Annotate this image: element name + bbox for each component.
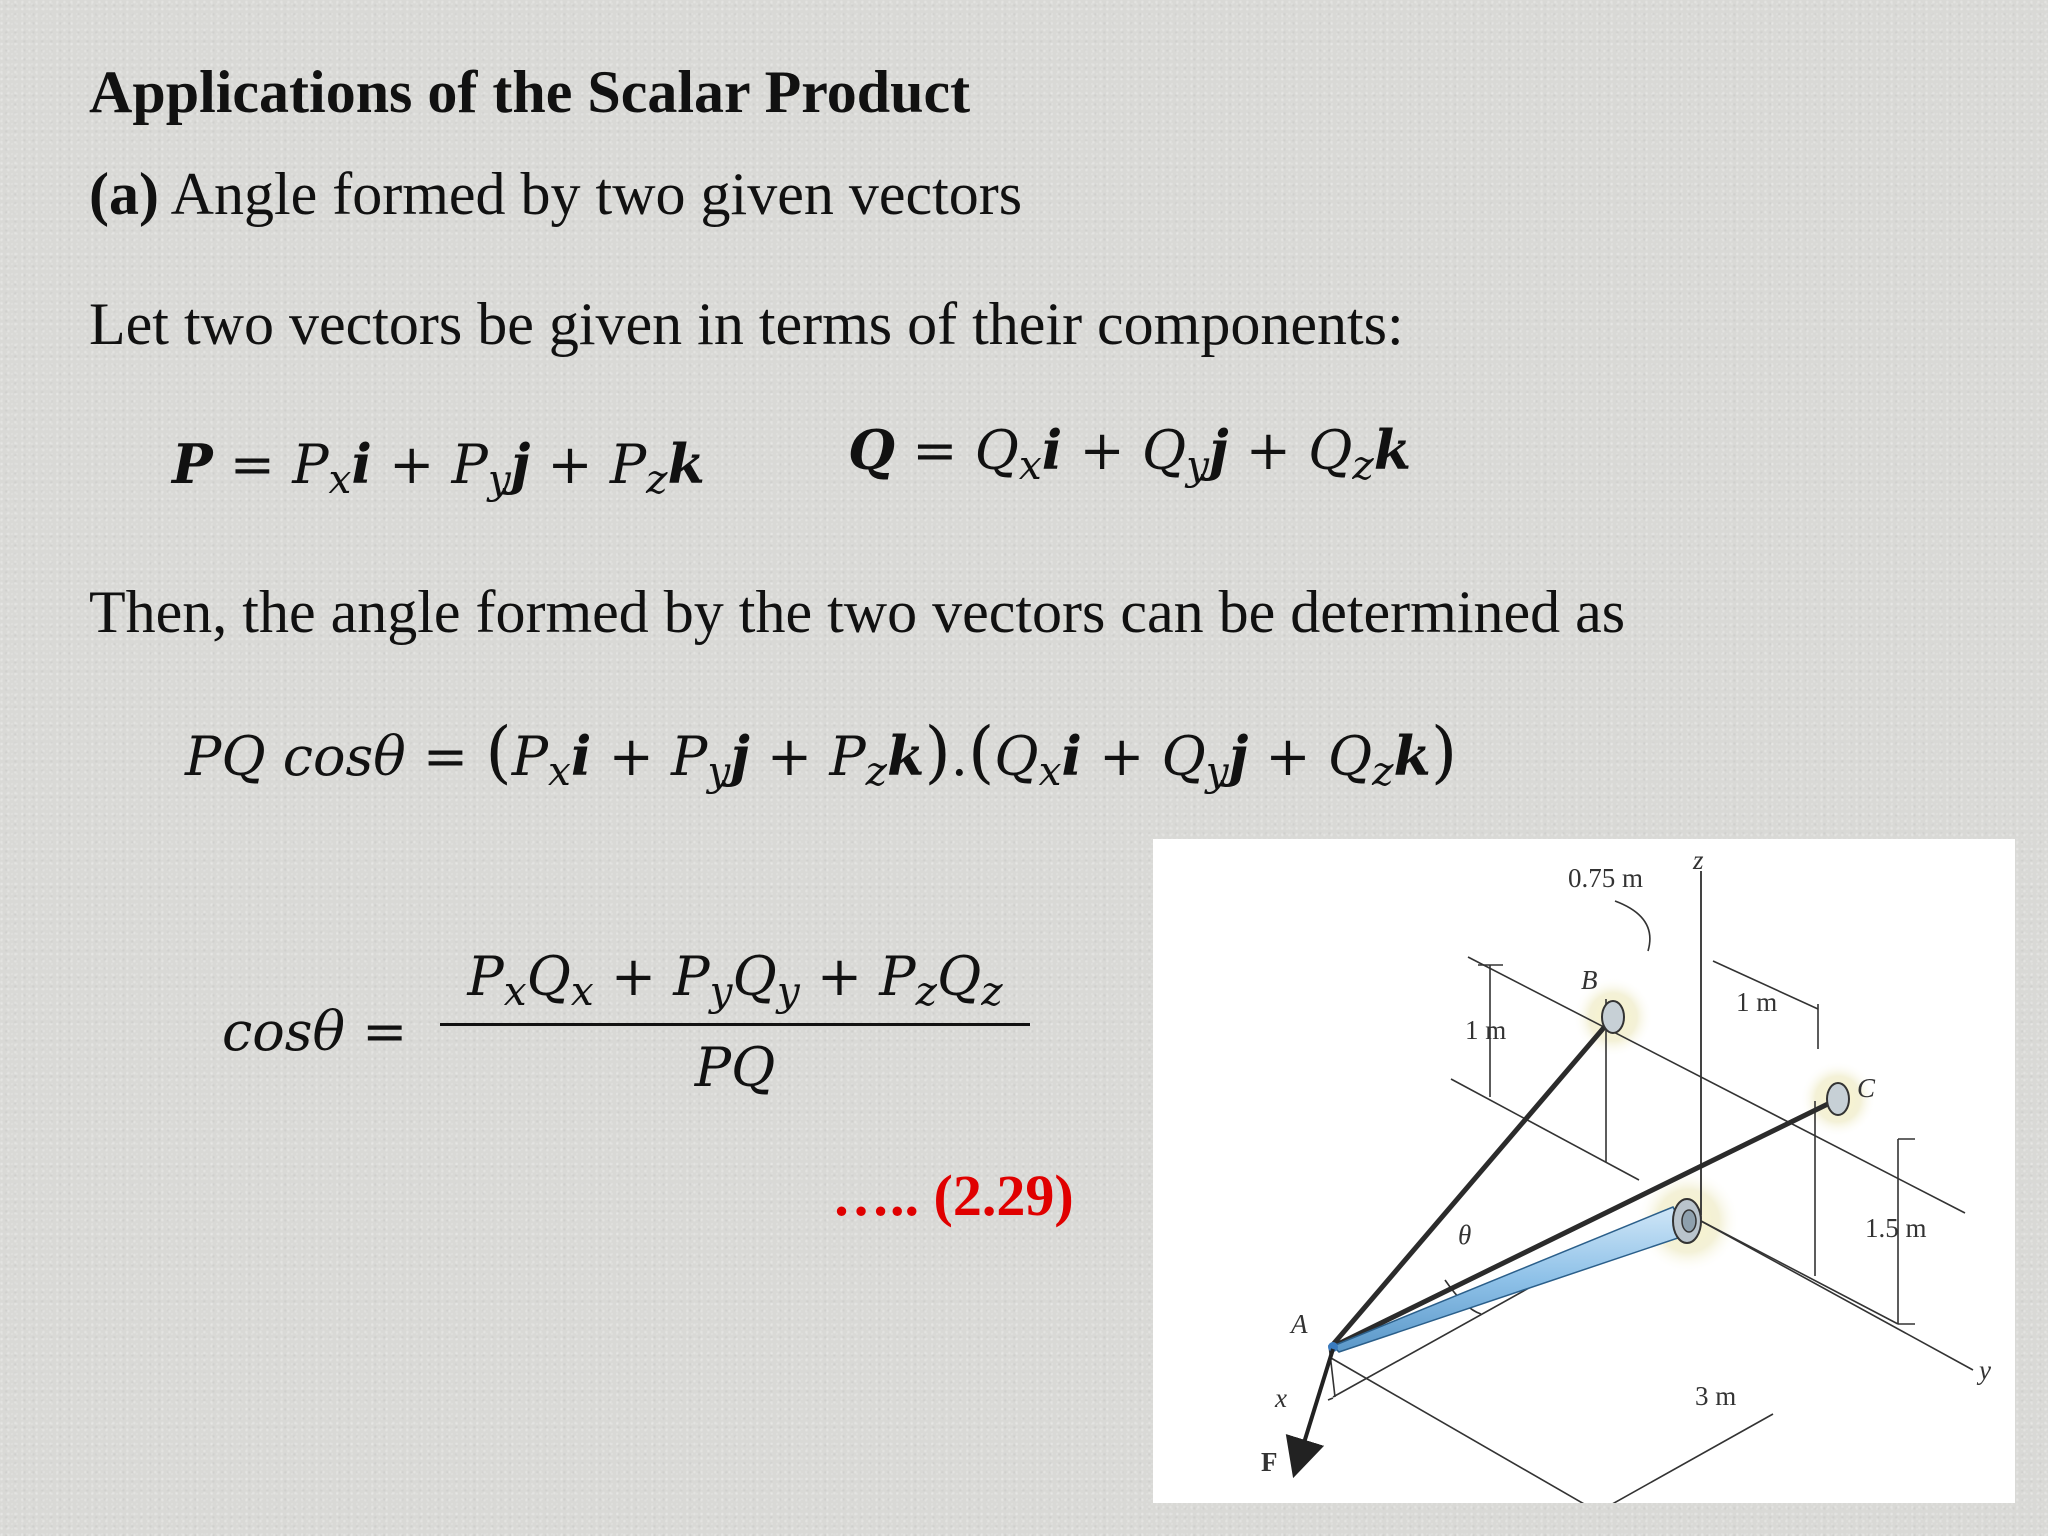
cable-ac — [1330, 1099, 1838, 1348]
equation-cos-fraction — [440, 945, 1030, 1099]
label-y-axis: y — [1979, 1355, 1991, 1385]
label-x-axis: x — [1275, 1383, 1287, 1413]
label-dim-1m-left: 1 m — [1465, 1015, 1507, 1045]
subheading — [89, 160, 1022, 229]
subheading-text: Angle formed by two given vectors — [158, 161, 1023, 227]
label-dim-075: 0.75 m — [1568, 863, 1644, 893]
equation-number: ….. (2.29) — [832, 1163, 1074, 1228]
subheading-tag: (a) — [89, 161, 159, 227]
force-f-arrow — [1299, 1349, 1333, 1459]
fraction-denominator: PQ — [694, 1036, 776, 1100]
label-dim-1m-right: 1 m — [1736, 987, 1778, 1017]
label-dim-15m: 1.5 m — [1865, 1213, 1927, 1243]
anchor-c — [1827, 1083, 1849, 1115]
equation-dot-product: PQ $\cos\theta = (P_xi + P_yj + P_zk).(Q_xi + Q_yj + Q_zk)$ — [185, 712, 1458, 796]
then-text: Then, the angle formed by the two vectors can be determined as — [89, 579, 1626, 645]
fraction-numerator: $P_xQ_x + P_yQ_y + P_zQ_z$ — [467, 945, 1003, 1016]
equation-q-vector: $Q = Q_xi + Q_yj + Q_zk$ — [848, 418, 1412, 490]
pipe-flange-inner — [1682, 1210, 1696, 1232]
label-point-b: B — [1581, 965, 1598, 995]
label-force-f: F — [1261, 1447, 1278, 1477]
anchor-b — [1602, 1001, 1624, 1033]
intro-text: Let two vectors be given in terms of their components: — [89, 291, 1404, 357]
equation-p-vector: $P = P_xi + P_yj + P_zk$ — [172, 432, 705, 504]
fraction-bar — [440, 1023, 1030, 1026]
equation-cos-lhs: cosθ = — [222, 1000, 408, 1063]
label-z-axis: z — [1693, 845, 1704, 875]
label-point-c: C — [1857, 1073, 1876, 1103]
label-dim-3m: 3 m — [1695, 1381, 1737, 1411]
label-theta: θ — [1458, 1220, 1472, 1250]
figure-3d-diagram — [1153, 839, 2015, 1503]
label-point-a: A — [1291, 1309, 1308, 1339]
diagram-svg — [1153, 839, 2015, 1503]
slide-title: Applications of the Scalar Product — [89, 59, 971, 125]
